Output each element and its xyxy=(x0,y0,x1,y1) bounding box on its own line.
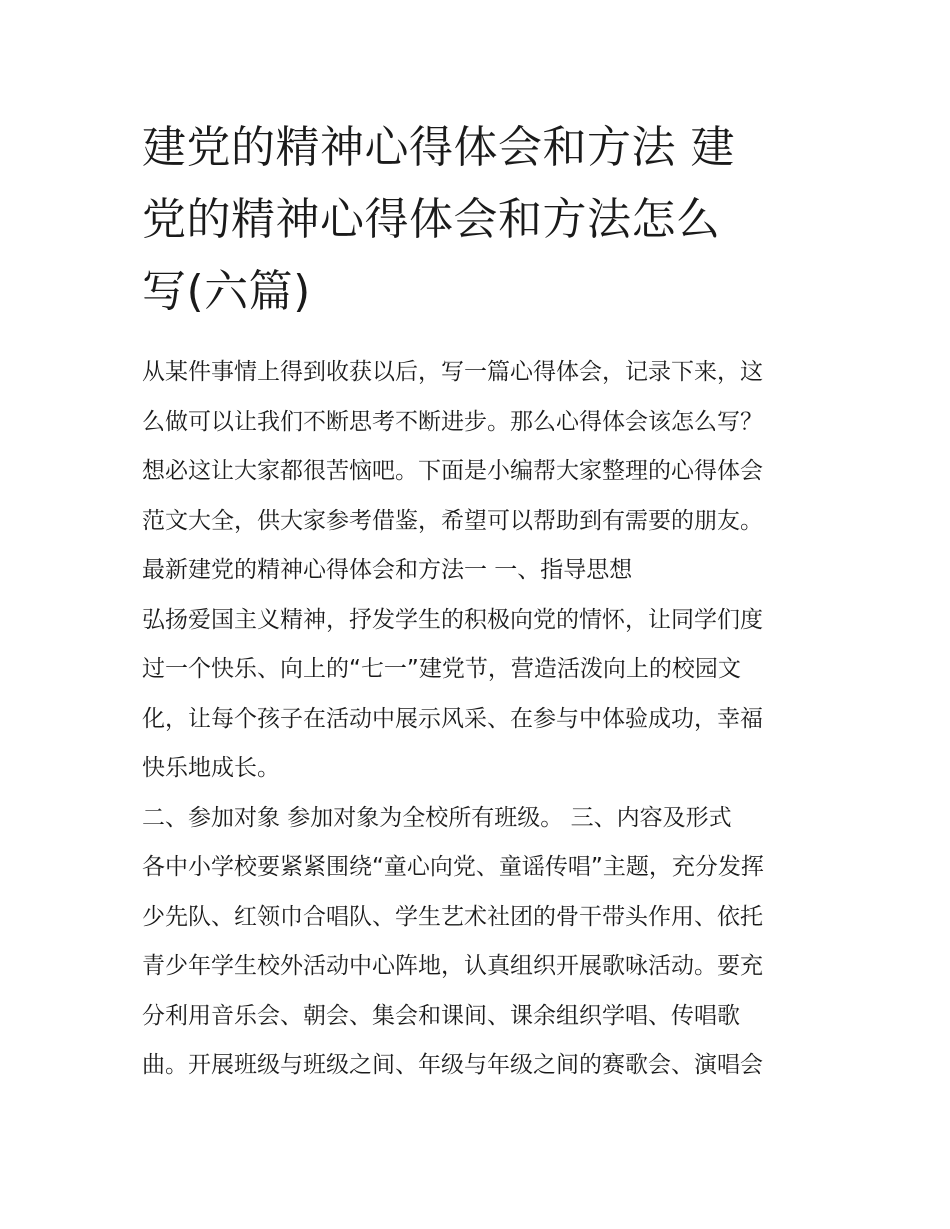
document-content xyxy=(142,112,818,1091)
body-line: 化，让每个孩子在活动中展示风采、在参与中体验成功，幸福 xyxy=(142,705,763,732)
body-line: 么做可以让我们不断思考不断进步。那么心得体会该怎么写？ xyxy=(142,408,763,435)
section-heading-line: 二、参加对象 参加对象为全校所有班级。 三、内容及形式 xyxy=(142,804,732,831)
body-line: 青少年学生校外活动中心阵地，认真组织开展歌咏活动。要充 xyxy=(142,953,763,979)
title-line: 党的精神心得体会和方法怎么 xyxy=(142,194,721,245)
section-heading-line: 最新建党的精神心得体会和方法一 一、指导思想 xyxy=(142,557,633,583)
body-line: 想必这让大家都很苦恼吧。下面是小编帮大家整理的心得体会 xyxy=(142,458,763,484)
body-line: 各中小学校要紧紧围绕“童心向党、童谣传唱”主题，充分发挥 xyxy=(142,854,764,880)
body-line: 弘扬爱国主义精神，抒发学生的积极向党的情怀，让同学们度 xyxy=(142,606,763,633)
document-body xyxy=(142,348,818,1091)
body-line: 快乐地成长。 xyxy=(142,755,280,781)
body-line: 过一个快乐、向上的“七一”建党节，营造活泼向上的校园文 xyxy=(142,656,741,682)
document-title xyxy=(142,112,818,328)
title-line: 建党的精神心得体会和方法 建 xyxy=(142,122,735,173)
body-line: 从某件事情上得到收获以后，写一篇心得体会，记录下来，这 xyxy=(142,359,763,385)
body-line: 分利用音乐会、朝会、集会和课间、课余组织学唱、传唱歌 xyxy=(142,1002,740,1029)
title-line: 写(六篇) xyxy=(142,266,311,317)
body-line: 范文大全，供大家参考借鉴，希望可以帮助到有需要的朋友。 xyxy=(142,507,763,534)
body-line: 曲。开展班级与班级之间、年级与年级之间的赛歌会、演唱会 xyxy=(142,1052,763,1078)
body-line: 少先队、红领巾合唱队、学生艺术社团的骨干带头作用、依托 xyxy=(142,903,763,930)
